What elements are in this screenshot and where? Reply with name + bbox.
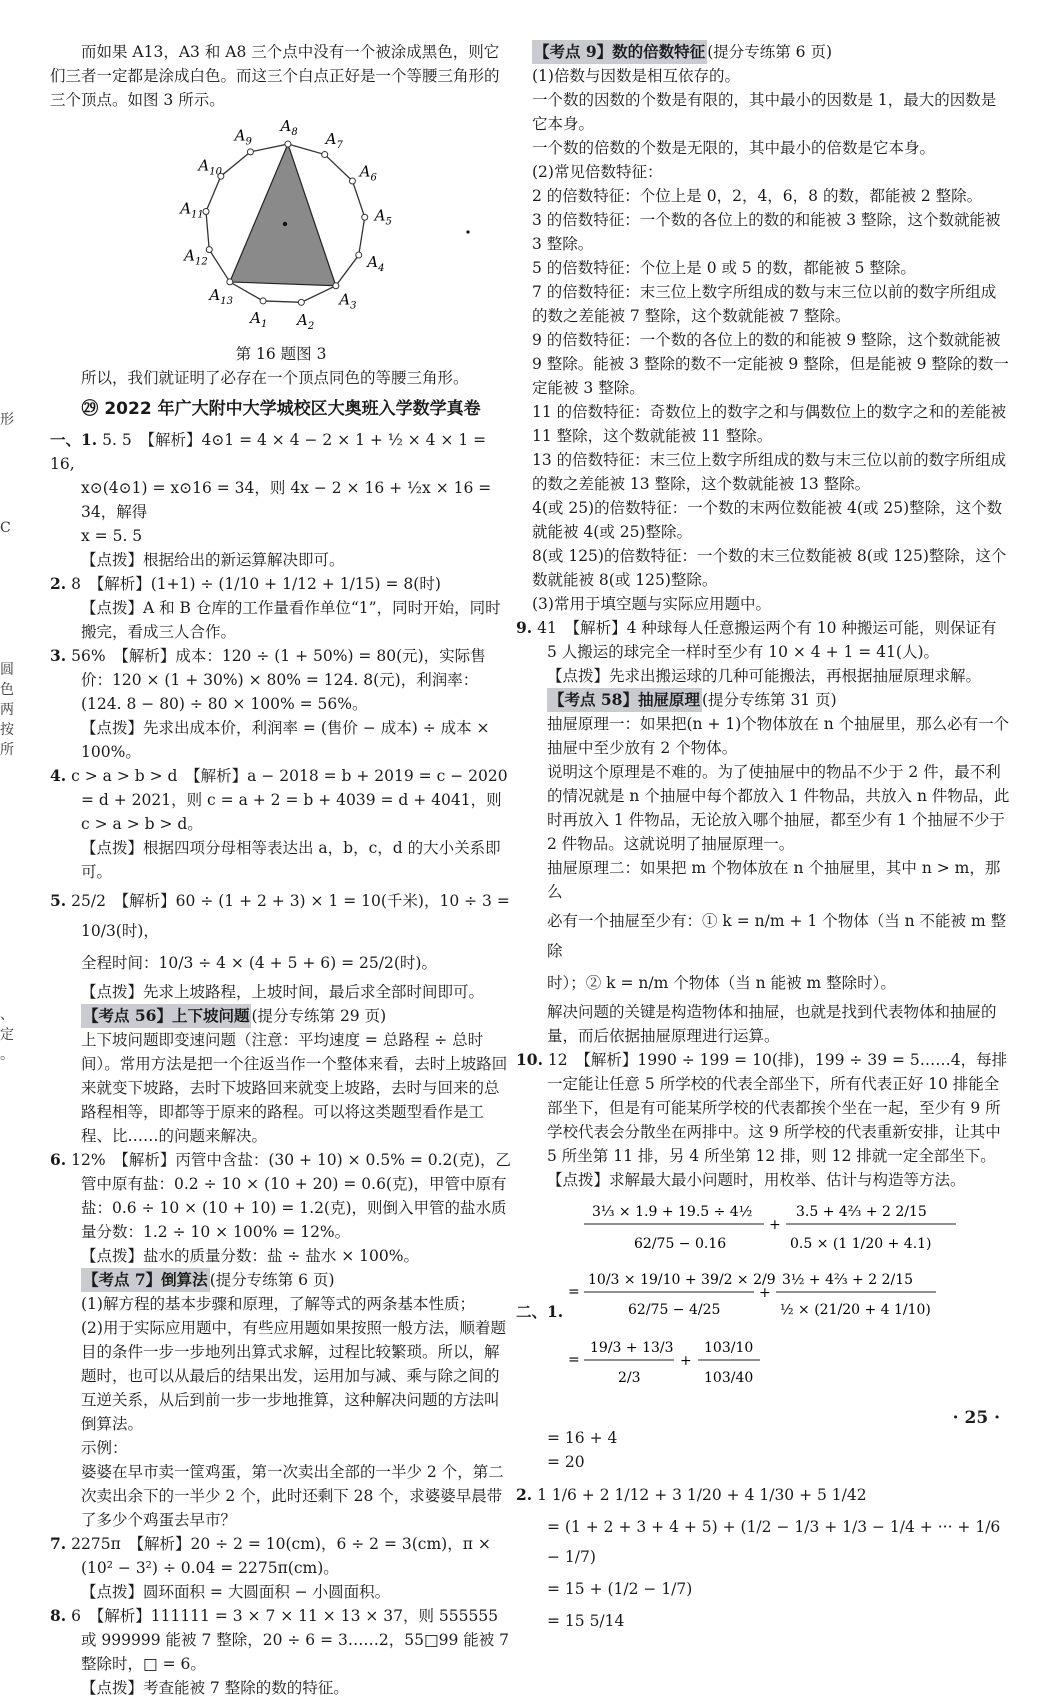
q1-tip: 【点拨】根据给出的新运算解决即可。	[81, 551, 345, 569]
q1-line1: 5. 5 【解析】4⊙1 = 4 × 4 − 2 × 1 + ½ × 4 × 1 = 16,	[50, 431, 487, 473]
kd7-block	[50, 1268, 512, 1532]
kd-ref: (提分专练第 31 页)	[701, 691, 837, 709]
computation-steps	[564, 1196, 964, 1426]
expr-piece: 103/40	[704, 1370, 754, 1386]
q9-line1: 41 【解析】4 种球每人任意搬运两个有 10 种搬运可能，则保证有 5 人搬运的球完全一样时至少有 10 × 4 + 1 = 41(人)。	[537, 619, 997, 661]
q-number: 2.	[50, 574, 67, 593]
kd9-line: 4(或 25)的倍数特征：一个数的末两位数能被 4(或 25)整除，这个数就能被 4(或 25)整除。	[532, 499, 1003, 541]
part2-q1-block	[516, 1196, 1010, 1474]
kd-tag: 【考点 56】上下坡问题	[81, 1004, 251, 1028]
q-number: 10.	[516, 1050, 543, 1069]
q1-line2: x⊙(4⊙1) = x⊙16 = 34，则 4x − 2 × 16 + ½x × 16 = 34，解得	[81, 479, 492, 521]
q3-block	[50, 644, 512, 764]
margin-fragments	[0, 660, 16, 760]
margin-char: 色	[0, 682, 14, 698]
q-number: 7.	[50, 1534, 67, 1553]
q7-block	[50, 1532, 512, 1604]
q-number: 4.	[50, 766, 67, 785]
expr-piece: ½ × (21/20 + 4 1/10)	[780, 1302, 931, 1318]
q9-tip: 【点拨】先求出搬运球的几种可能搬法，再根据抽屉原理求解。	[547, 667, 982, 685]
vertex-a7	[322, 152, 328, 158]
expr-piece: 10/3 × 19/10 + 39/2 × 2/9	[588, 1272, 776, 1288]
expr-piece: 103/10	[704, 1340, 754, 1356]
q4-block	[50, 764, 512, 884]
kd58-p1: 抽屉原理一：如果把(n + 1)个物体放在 n 个抽屉里，那么必有一个抽屉中至少放有 2 个物体。	[547, 715, 1010, 757]
q5-block	[50, 886, 512, 1004]
kd9-line: (1)倍数与因数是相互依存的。	[532, 67, 740, 85]
vertex-a3	[333, 283, 339, 289]
kd58-p6: 解决问题的关键是构造物体和抽屉，也就是找到代表物体和抽屉的量，而后依据抽屉原理进行运算。	[547, 1003, 997, 1045]
q1-line3: x = 5. 5	[81, 527, 143, 545]
vertex-a5	[362, 214, 368, 220]
q10-tip: 【点拨】求解最大最小问题时，用枚举、估计与构造等方法。	[547, 1171, 966, 1189]
q10-block	[516, 1048, 1010, 1192]
margin-char: 两	[0, 702, 14, 718]
margin-char: 形	[0, 412, 14, 428]
kd56-block	[50, 1004, 512, 1148]
kd58-p5: 时）；② k = n/m 个物体（当 n 能被 m 整除时）。	[547, 974, 896, 992]
tridecagon-diagram	[50, 112, 512, 342]
margin-char: 、	[0, 1007, 14, 1023]
q-number: 一、1.	[50, 430, 98, 449]
step-result: = 16 + 4	[547, 1429, 618, 1447]
expr-piece: +	[769, 1217, 781, 1233]
kd9-line: 2 的倍数特征：个位上是 0，2，4，6，8 的数，都能被 2 整除。	[532, 187, 983, 205]
kd56-text: 上下坡问题即变速问题（注意：平均速度 = 总路程 ÷ 总时间）。常用方法是把一个往返当作一个整体来看，去时上坡路回来就变下坡路，去时下坡路回来就变上坡路，去时与回来的总路程相等，即都等于原来的路程。可以将这类题型看作是工程、比……的问题来解决。	[81, 1031, 508, 1145]
vertex-label: $A_8$	[280, 117, 298, 139]
q-number: 6.	[50, 1150, 67, 1169]
vertex-label: $A_{13}$	[209, 285, 233, 307]
expr-piece: 3⅓ × 1.9 + 19.5 ÷ 4½	[592, 1204, 753, 1220]
q4-tip: 【点拨】根据四项分母相等表达出 a，b，c，d 的大小关系即可。	[81, 839, 501, 881]
margin-char: C	[0, 520, 11, 536]
q-number: 3.	[50, 646, 67, 665]
part2-q2-block	[516, 1480, 1010, 1636]
expr-piece: 62/75 − 4/25	[628, 1302, 721, 1318]
kd7-p4: 婆婆在早市卖一筐鸡蛋，第一次卖出全部的一半少 2 个，第二次卖出余下的一半少 2 个，此时还剩下 28 个，求婆婆早晨带了多少个鸡蛋去早市？	[81, 1463, 504, 1529]
kd9-line: 13 的倍数特征：末三位上数字所组成的数与末三位以前的数字所组成的数之差能被 13 整除，这个数就能被 13 整除。	[532, 451, 1007, 493]
left-column	[50, 40, 512, 1700]
q9-block	[516, 616, 1010, 688]
vertex-a13	[227, 279, 233, 285]
expr-piece: =	[568, 1352, 580, 1368]
q10-line1: 12 【解析】1990 ÷ 199 = 10(排)，199 ÷ 39 = 5……4，每排一定能让任意 5 所学校的代表全部坐下，所有代表正好 10 排能全部坐下，但是有可能某所学校的代表都挨个坐在一起，至少有 9 所学校代表会分散坐在两排中。这 9 所学校的代表重新安排，让其中 5 所坐第 11 排，另 4 所坐第 12 排，则 12 排就一定全部坐下。	[547, 1051, 1008, 1165]
vertex-a9	[247, 149, 253, 155]
vertex-label: $A_1$	[250, 309, 268, 331]
kd9-line: 8(或 125)的倍数特征：一个数的末三位数能被 8(或 125)整除，这个数就能被 8(或 125)整除。	[532, 547, 1007, 589]
vertex-a12	[206, 247, 212, 253]
expr-piece: =	[568, 1284, 580, 1300]
vertex-a4	[356, 252, 362, 258]
vertex-label: $A_9$	[234, 126, 252, 148]
kd-tag: 【考点 7】倒算法	[81, 1268, 210, 1292]
stray-dot	[466, 230, 469, 233]
q5-line1: 25/2 【解析】60 ÷ (1 + 2 + 3) × 1 = 10(千米)，10 ÷ 3 = 10/3(时)，	[71, 892, 510, 940]
expr-piece: +	[759, 1285, 771, 1301]
q8-block	[50, 1604, 512, 1700]
kd9-block	[516, 40, 1010, 616]
q2-2-line1: 1 1/6 + 2 1/12 + 3 1/20 + 4 1/30 + 5 1/42	[537, 1486, 867, 1504]
q-number: 9.	[516, 618, 533, 637]
kd58-p3: 抽屉原理二：如果把 m 个物体放在 n 个抽屉里，其中 n > m，那么	[547, 859, 1001, 901]
intro-paragraph: 而如果 A13，A3 和 A8 三个点中没有一个被涂成黑色，则它们三者一定都是涂成白色。而这三个白点正好是一个等腰三角形的三个顶点。如图 3 所示。	[50, 43, 500, 109]
vertex-label: $A_{11}$	[180, 199, 204, 221]
q2-2-line2: = (1 + 2 + 3 + 4 + 5) + (1/2 − 1/3 + 1/3 − 1/4 + ··· + 1/6 − 1/7)	[547, 1518, 1001, 1566]
vertex-label: $A_3$	[339, 290, 357, 312]
vertex-a2	[298, 299, 304, 305]
kd-ref: (提分专练第 6 页)	[707, 43, 832, 61]
q2-2-line4: = 15 5/14	[547, 1612, 625, 1630]
kd9-line: 一个数的因数的个数是有限的，其中最小的因数是 1，最大的因数是它本身。	[532, 91, 997, 133]
vertex-a6	[349, 178, 355, 184]
q2-2-line3: = 15 + (1/2 − 1/7)	[547, 1580, 693, 1598]
q5-line2: 全程时间：10/3 ÷ 4 × (4 + 5 + 6) = 25/2(时)。	[81, 954, 437, 972]
right-column	[516, 40, 1010, 1638]
margin-char: 所	[0, 742, 14, 758]
vertex-label: $A_5$	[374, 206, 392, 228]
step-result: = 20	[547, 1453, 585, 1471]
kd-ref: (提分专练第 6 页)	[209, 1271, 335, 1289]
vertex-a1	[260, 298, 266, 304]
kd7-p3: 示例：	[81, 1439, 128, 1457]
section-title: ㉙ 2022 年广大附中大学城校区大奥班入学数学真卷	[81, 399, 481, 419]
kd7-p1: (1)解方程的基本步骤和原理，了解等式的两条基本性质；	[81, 1295, 475, 1313]
vertex-label: $A_6$	[359, 162, 377, 184]
expr-piece: 62/75 − 0.16	[634, 1236, 727, 1252]
kd58-p2: 说明这个原理是不难的。为了使抽屉中的物品不少于 2 件，最不利的情况就是 n 个抽屉中每个都放入 1 件物品，共放入 n 件物品，此时再放入 1 件物品，无论放入哪个抽屉，都至少有 1 个抽屉不少于 2 件物品。这就说明了抽屉原理一。	[547, 763, 1010, 853]
kd7-p2: (2)用于实际应用题中，有些应用题如果按照一般方法，顺着题目的条件一步一步地列出算式求解，过程比较繁琐。所以，解题时，也可以从最后的结果出发，运用加与减、乘与除之间的互逆关系，从后到前一步一步地推算，这种解决问题的方法叫倒算法。	[81, 1319, 506, 1433]
q8-tip: 【点拨】考查能被 7 整除的数的特征。	[81, 1679, 349, 1697]
q-number: 5.	[50, 891, 67, 910]
margin-fragments	[0, 410, 16, 430]
margin-char: 按	[0, 722, 14, 738]
margin-char: 。	[0, 1047, 14, 1063]
q7-line1: 2275π 【解析】20 ÷ 2 = 10(cm)，6 ÷ 2 = 3(cm)，π × (10² − 3²) ÷ 0.04 = 2275π(cm)。	[71, 1535, 491, 1577]
kd9-lines	[532, 64, 1010, 616]
vertex-label: $A_{12}$	[184, 246, 208, 268]
expr-piece: +	[680, 1353, 692, 1369]
q6-line1: 12% 【解析】丙管中含盐：(30 + 10) × 0.5% = 0.2(克)，乙管中原有盐：0.2 ÷ 10 × (10 + 20) = 0.6(克)，甲管中原有盐：0.6 ÷ 10 × (10 + 10) = 1.2(克)，则倒入甲管的盐水质量分数：1.2 ÷ 10 × 100% = 12%。	[71, 1151, 512, 1241]
kd58-p4: 必有一个抽屉至少有：① k = n/m + 1 个物体（当 n 不能被 m 整除	[547, 912, 1007, 960]
vertex-label: $A_{10}$	[198, 156, 222, 178]
expr-piece: 3.5 + 4⅔ + 2 2/15	[796, 1204, 927, 1220]
q2-block	[50, 572, 512, 644]
kd-tag: 【考点 58】抽屉原理	[547, 688, 702, 712]
vertex-label: $A_2$	[296, 310, 315, 332]
kd9-line: 5 的倍数特征：个位上是 0 或 5 的数，都能被 5 整除。	[532, 259, 916, 277]
isosceles-triangle	[230, 144, 336, 286]
kd9-line: 11 的倍数特征：奇数位上的数字之和与偶数位上的数字之和的差能被 11 整除，这个数就能被 11 整除。	[532, 403, 1007, 445]
page-number: · 25 ·	[952, 1408, 1000, 1428]
center-point	[283, 222, 287, 226]
vertex-label: $A_7$	[325, 129, 343, 151]
kd9-line: 7 的倍数特征：末三位上数字所组成的数与末三位以前的数字所组成的数之差能被 7 整除，这个数就能被 7 整除。	[532, 283, 997, 325]
margin-char: 定	[0, 1027, 14, 1043]
kd-tag: 【考点 9】数的倍数特征	[532, 40, 707, 64]
expr-piece: 19/3 + 13/3	[590, 1340, 674, 1356]
q6-tip: 【点拨】盐水的质量分数：盐 ÷ 盐水 × 100%。	[81, 1247, 419, 1265]
expr-piece: 3½ + 4⅔ + 2 2/15	[782, 1272, 914, 1288]
q7-tip: 【点拨】圆环面积 = 大圆面积 − 小圆面积。	[81, 1583, 391, 1601]
kd9-line: (2)常见倍数特征：	[532, 163, 663, 181]
vertex-label: $A_4$	[367, 253, 385, 275]
q-number: 2.	[516, 1485, 533, 1504]
margin-char: 圆	[0, 662, 14, 678]
q6-block	[50, 1148, 512, 1268]
q8-line1: 6 【解析】111111 = 3 × 7 × 11 × 13 × 37，则 555555 或 999999 能被 7 整除，20 ÷ 6 = 3……2，55□99 能被 7 整除时，□ = 6。	[71, 1607, 510, 1673]
kd9-line: 3 的倍数特征：一个数的各位上的数的和能被 3 整除，这个数就能被 3 整除。	[532, 211, 1001, 253]
figure-tridecagon	[50, 112, 512, 342]
conclusion-text: 所以，我们就证明了必存在一个顶点同色的等腰三角形。	[81, 369, 469, 387]
kd58-block	[516, 688, 1010, 1048]
q-number: 二、1.	[516, 1302, 564, 1321]
expr-piece: 0.5 × (1 1/20 + 4.1)	[790, 1236, 932, 1252]
q1-block	[50, 428, 512, 572]
vertex-a11	[203, 208, 209, 214]
q3-line1: 56% 【解析】成本：120 ÷ (1 + 50%) = 80(元)，实际售价：120 × (1 + 30%) × 80% = 124. 8(元)，利润率：(124. 8 − 80) ÷ 80 × 100% = 56%。	[71, 647, 486, 713]
expr-piece: 2/3	[618, 1370, 641, 1386]
q4-line1: c > a > b > d 【解析】a − 2018 = b + 2019 = c − 2020 = d + 2021，则 c = a + 2 = b + 4039 = d + 4041，则 c > a > b > d。	[71, 767, 508, 833]
q3-tip: 【点拨】先求出成本价，利润率 = (售价 − 成本) ÷ 成本 × 100%。	[81, 719, 490, 761]
margin-fragments	[0, 1005, 16, 1065]
kd9-line: 9 的倍数特征：一个数的各位上的数的和能被 9 整除，这个数就能被 9 整除。能被 3 整除的数不一定能被 9 整除，但是能被 9 整除的数一定能被 3 整除。	[532, 331, 1009, 397]
q2-tip: 【点拨】A 和 B 仓库的工作量看作单位“1”，同时开始，同时搬完，看成三人合作。	[81, 599, 501, 641]
kd-ref: (提分专练第 29 页)	[251, 1007, 387, 1025]
q5-tip: 【点拨】先求上坡路程，上坡时间，最后求全部时间即可。	[81, 983, 485, 1001]
vertex-a8	[285, 141, 291, 147]
figure-caption: 第 16 题图 3	[235, 345, 327, 363]
margin-fragments	[0, 518, 16, 538]
kd9-line: 一个数的倍数的个数是无限的，其中最小的倍数是它本身。	[532, 139, 936, 157]
q2-line1: 8 【解析】(1+1) ÷ (1/10 + 1/12 + 1/15) = 8(时)	[71, 575, 441, 593]
q-number: 8.	[50, 1606, 67, 1625]
kd9-line: (3)常用于填空题与实际应用题中。	[532, 595, 771, 613]
